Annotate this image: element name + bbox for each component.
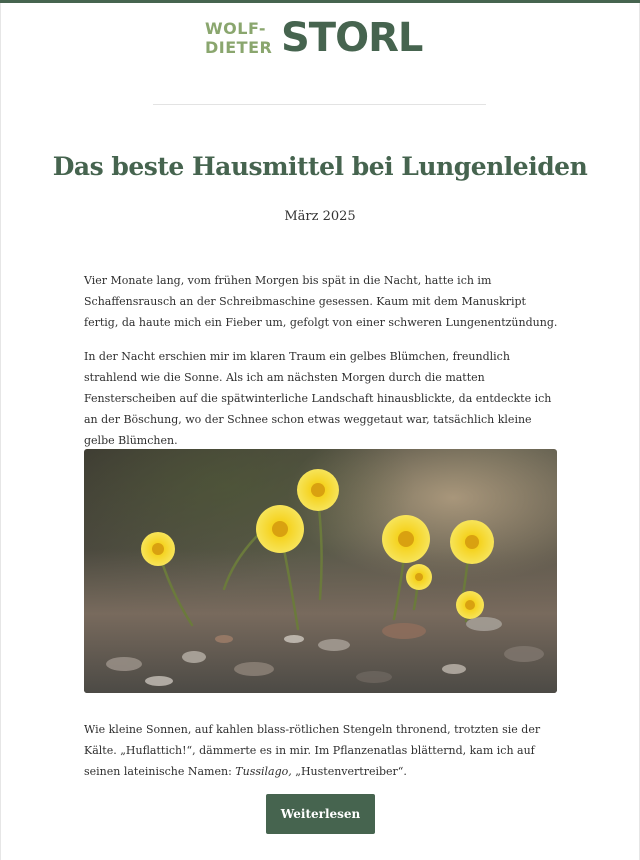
article-title: Das beste Hausmittel bei Lungenleiden xyxy=(52,152,588,181)
coltsfoot-flowers-photo xyxy=(84,449,557,693)
article-date: März 2025 xyxy=(284,209,356,224)
article-paragraph-2: In der Nacht erschien mir im klaren Traum ein gelbes Blümchen, freundlich strahlend wie die Sonne. Als ich am nächsten Morgen durch die matten Fensterscheiben auf die spätwinterliche Landschaft hinausblickte, da entdeckte ich an der Böschung, wo der Schnee schon etwas weggetaut war, tatsächlich kleine gelbe Blümchen. xyxy=(84,350,552,447)
latin-name: Tussilago, xyxy=(235,765,292,778)
read-more-button[interactable]: Weiterlesen xyxy=(266,794,375,834)
article-paragraph-1: Vier Monate lang, vom frühen Morgen bis spät in die Nacht, hatte ich im Schaffensrausch an der Schreibmaschine gesessen. Kaum mit dem Manuskript fertig, da haute mich ein Fieber um, gefolgt von einer schweren Lungenentzündung. xyxy=(84,274,558,329)
article-paragraph-3 xyxy=(84,719,558,782)
paragraph-3-text-end: „Hustenvertreiber“. xyxy=(291,765,407,778)
logo-wordmark: STORL xyxy=(281,15,423,61)
paragraph-3-text-start: Wie kleine Sonnen, auf kahlen blass-rötlichen Stengeln thronend, trotzten sie der Kälte. „Huflattich!“, dämmerte es in mir. Im Pflanzenatlas blätternd, kam ich auf seinen lateinische Namen: xyxy=(84,723,541,778)
header-divider xyxy=(153,104,486,105)
brand-logo[interactable] xyxy=(205,15,445,62)
logo-line-2: DIETER xyxy=(205,38,273,57)
logo-line-1: WOLF- xyxy=(205,19,267,38)
